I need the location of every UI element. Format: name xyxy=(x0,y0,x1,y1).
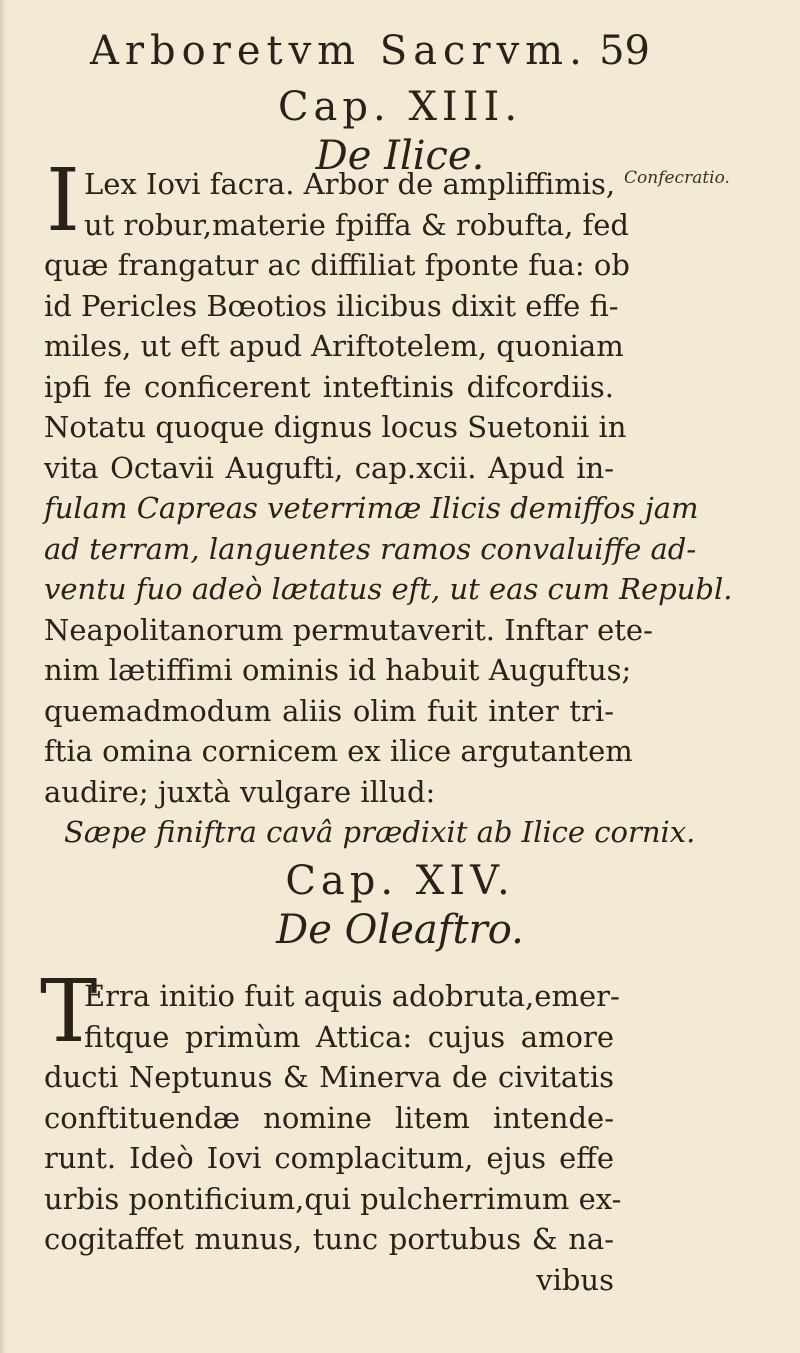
text-line: ad terram, languentes ramos convaluiffe ad- xyxy=(44,531,697,566)
text-line: fulam Capreas veterrimæ Ilicis demiffos jam xyxy=(44,491,699,525)
text-line: Erra initio fuit aquis adobruta,emer- xyxy=(84,979,620,1013)
text-line: quemadmodum aliis olim fuit inter tri- xyxy=(44,693,614,728)
text-line: audire; juxtà vulgare illud: xyxy=(44,774,436,809)
page-number: 59 xyxy=(599,28,650,74)
text-line: cogitaffet munus, tunc portubus & na- xyxy=(44,1222,614,1256)
chapter-14-heading: Cap. XIV. xyxy=(285,858,515,904)
chapter-14-title: De Oleaftro. xyxy=(276,907,524,953)
text-line: ventu fuo adeò lætatus eft, ut eas cum Republ. xyxy=(44,572,733,606)
chapter-13-dropcap: I xyxy=(46,151,80,251)
text-line: vita Octavii Augufti, cap.xcii. Apud in- xyxy=(44,450,614,485)
marginal-note: Confecratio. xyxy=(624,168,730,188)
text-line: urbis pontificium,qui pulcherrimum ex- xyxy=(44,1181,622,1216)
chapter-13-heading: Cap. XIII. xyxy=(277,84,523,130)
chapter-13-title: De Ilice. xyxy=(315,133,485,179)
text-line: ipfi fe conficerent inteftinis difcordiis. xyxy=(44,369,614,404)
page-edge xyxy=(0,0,6,1353)
chapter-14-text xyxy=(44,976,622,1300)
chapter-14-dropcap: T xyxy=(40,962,98,1062)
text-line: ut robur,materie fpiffa & robufta, fed xyxy=(84,207,629,242)
running-head-title: Arboretvm Sacrvm. xyxy=(90,28,588,74)
text-line: Neapolitanorum permutaverit. Inftar ete- xyxy=(44,612,653,647)
running-head xyxy=(90,28,650,74)
text-line: Notatu quoque dignus locus Suetonii in xyxy=(44,410,627,444)
verse-line: Sæpe finiftra cavâ prædixit ab Ilice cornix. xyxy=(64,815,696,849)
text-line: ducti Neptunus & Minerva de civitatis xyxy=(44,1060,614,1094)
catchword: vibus xyxy=(536,1262,614,1297)
text-line: id Pericles Bœotios ilicibus dixit effe fi- xyxy=(44,288,619,323)
text-line: conftituendæ nomine litem intende- xyxy=(44,1100,614,1135)
text-line: nim lætiffimi ominis id habuit Auguftus; xyxy=(44,653,632,687)
text-line: ftia omina cornicem ex ilice argutantem xyxy=(44,734,633,768)
text-line: runt. Ideò Iovi complacitum, ejus effe xyxy=(44,1141,614,1175)
text-line: fitque primùm Attica: cujus amore xyxy=(84,1019,614,1054)
text-line: Lex Iovi facra. Arbor de ampliffimis, xyxy=(84,167,616,201)
text-line: miles, ut eft apud Ariftotelem, quoniam xyxy=(44,329,624,363)
text-line: quæ frangatur ac diffiliat fponte fua: ob xyxy=(44,248,630,282)
